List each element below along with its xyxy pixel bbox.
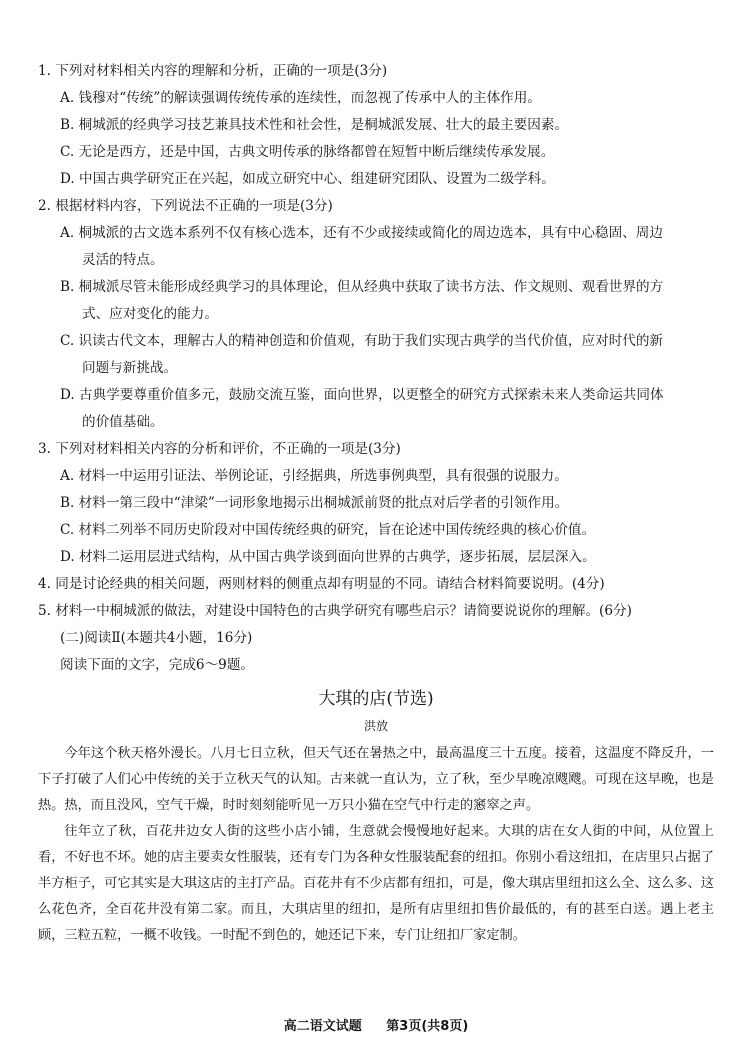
question-stem: 3. 下列对材料相关内容的分析和评价，不正确的一项是(3分): [38, 441, 401, 457]
option-a: [38, 220, 714, 274]
option-b: [38, 274, 714, 328]
option-d: D. 中国古典学研究正在兴起，如成立研究中心、组建研究团队、设置为二级学科。: [60, 171, 555, 187]
question-3: [38, 436, 714, 571]
question-5: 5. 材料一中桐城派的做法，对建设中国特色的古典学研究有哪些启示？请简要说说你的理解。(6分): [38, 603, 632, 619]
option-c: [38, 328, 714, 382]
story-paragraph: 往年立了秋，百花井边女人街的这些小店小铺，生意就会慢慢地好起来。大琪的店在女人街的中间，从位置上看，不好也不坏。她的店主要卖女性服装，还有专门为各种女性服装配套的纽扣。你别小看这纽扣，在店里只占据了半方柜子，可它其实是大琪这店的主打产品。百花井有不少店都有纽扣，可是，像大琪店里纽扣这么全、这么多、这么花色齐，全百花井没有第二家。而且，大琪店里的纽扣，是所有店里纽扣售价最低的，有的甚至白送。遇上老主顾，三粒五粒，一概不收钱。一时配不到色的，她还记下来，专门让纽扣厂家定制。: [38, 824, 714, 943]
story-title: 大琪的店(节选): [318, 689, 434, 709]
question-stem: 2. 根据材料内容，下列说法不正确的一项是(3分): [38, 198, 333, 214]
option-c: C. 无论是西方，还是中国，古典文明传承的脉络都曾在短暂中断后继续传承发展。: [60, 144, 555, 160]
option-line: D. 古典学要尊重价值多元，鼓励交流互鉴，面向世界，以更整全的研究方式探索未来人类命运共同体: [60, 387, 664, 403]
option-line: B. 桐城派尽管未能形成经典学习的具体理论，但从经典中获取了读书方法、作文规则、观看世界的方: [60, 279, 664, 295]
reading-instruction: 阅读下面的文字，完成6～9题。: [60, 657, 255, 673]
option-line: A. 桐城派的古文选本系列不仅有核心选本，还有不少或接续或简化的周边选本，具有中心稳固、周边: [60, 225, 663, 241]
option-d: [38, 382, 714, 436]
option-d: D. 材料二运用层进式结构，从中国古典学谈到面向世界的古典学，逐步拓展，层层深入。: [60, 549, 596, 565]
question-4: 4. 同是讨论经典的相关问题，两则材料的侧重点却有明显的不同。请结合材料简要说明。(4分): [38, 576, 605, 592]
option-line-continued: 灵活的特点。: [82, 252, 164, 268]
option-b: B. 材料一第三段中“津梁”一词形象地揭示出桐城派前贤的批点对后学者的引领作用。: [60, 495, 569, 511]
section-heading: (二)阅读Ⅱ(本题共4小题，16分): [60, 630, 253, 646]
option-line-continued: 的价值基础。: [82, 414, 164, 430]
option-b: B. 桐城派的经典学习技艺兼具技术性和社会性，是桐城派发展、壮大的最主要因素。: [60, 117, 569, 133]
option-c: C. 材料二列举不同历史阶段对中国传统经典的研究，旨在论述中国传统经典的核心价值。: [60, 522, 596, 538]
footer-subject: 高二语文试题: [283, 1019, 362, 1034]
story-paragraph: 今年这个秋天格外漫长。八月七日立秋，但天气还在暑热之中，最高温度三十五度。接着，这温度不降反升，一下子打破了人们心中传统的关于立秋天气的认知。古来就一直认为，立了秋，至少早晚凉飕飕。可现在这早晚，也是热。热，而且没风，空气干燥，时时刻刻能听见一万只小猫在空气中行走的窸窣之声。: [38, 746, 714, 813]
footer-page-number: 第3页(共8页): [386, 1019, 469, 1034]
page-footer: [0, 1013, 752, 1040]
option-a: A. 材料一中运用引证法、举例论证，引经据典，所选事例典型，具有很强的说服力。: [60, 468, 568, 484]
question-1: [38, 58, 714, 193]
option-a: A. 钱穆对“传统”的解读强调传统传承的连续性，而忽视了传承中人的主体作用。: [60, 90, 541, 106]
story-author: 洪放: [363, 719, 388, 733]
question-stem: 1. 下列对材料相关内容的理解和分析，正确的一项是(3分): [38, 63, 388, 79]
story: [38, 683, 714, 949]
option-line-continued: 式、应对变化的能力。: [82, 306, 218, 322]
option-line: C. 识读古代文本，理解古人的精神创造和价值观，有助于我们实现古典学的当代价值，应对时代的新: [60, 333, 664, 349]
question-2: [38, 193, 714, 436]
option-line-continued: 问题与新挑战。: [82, 360, 178, 376]
